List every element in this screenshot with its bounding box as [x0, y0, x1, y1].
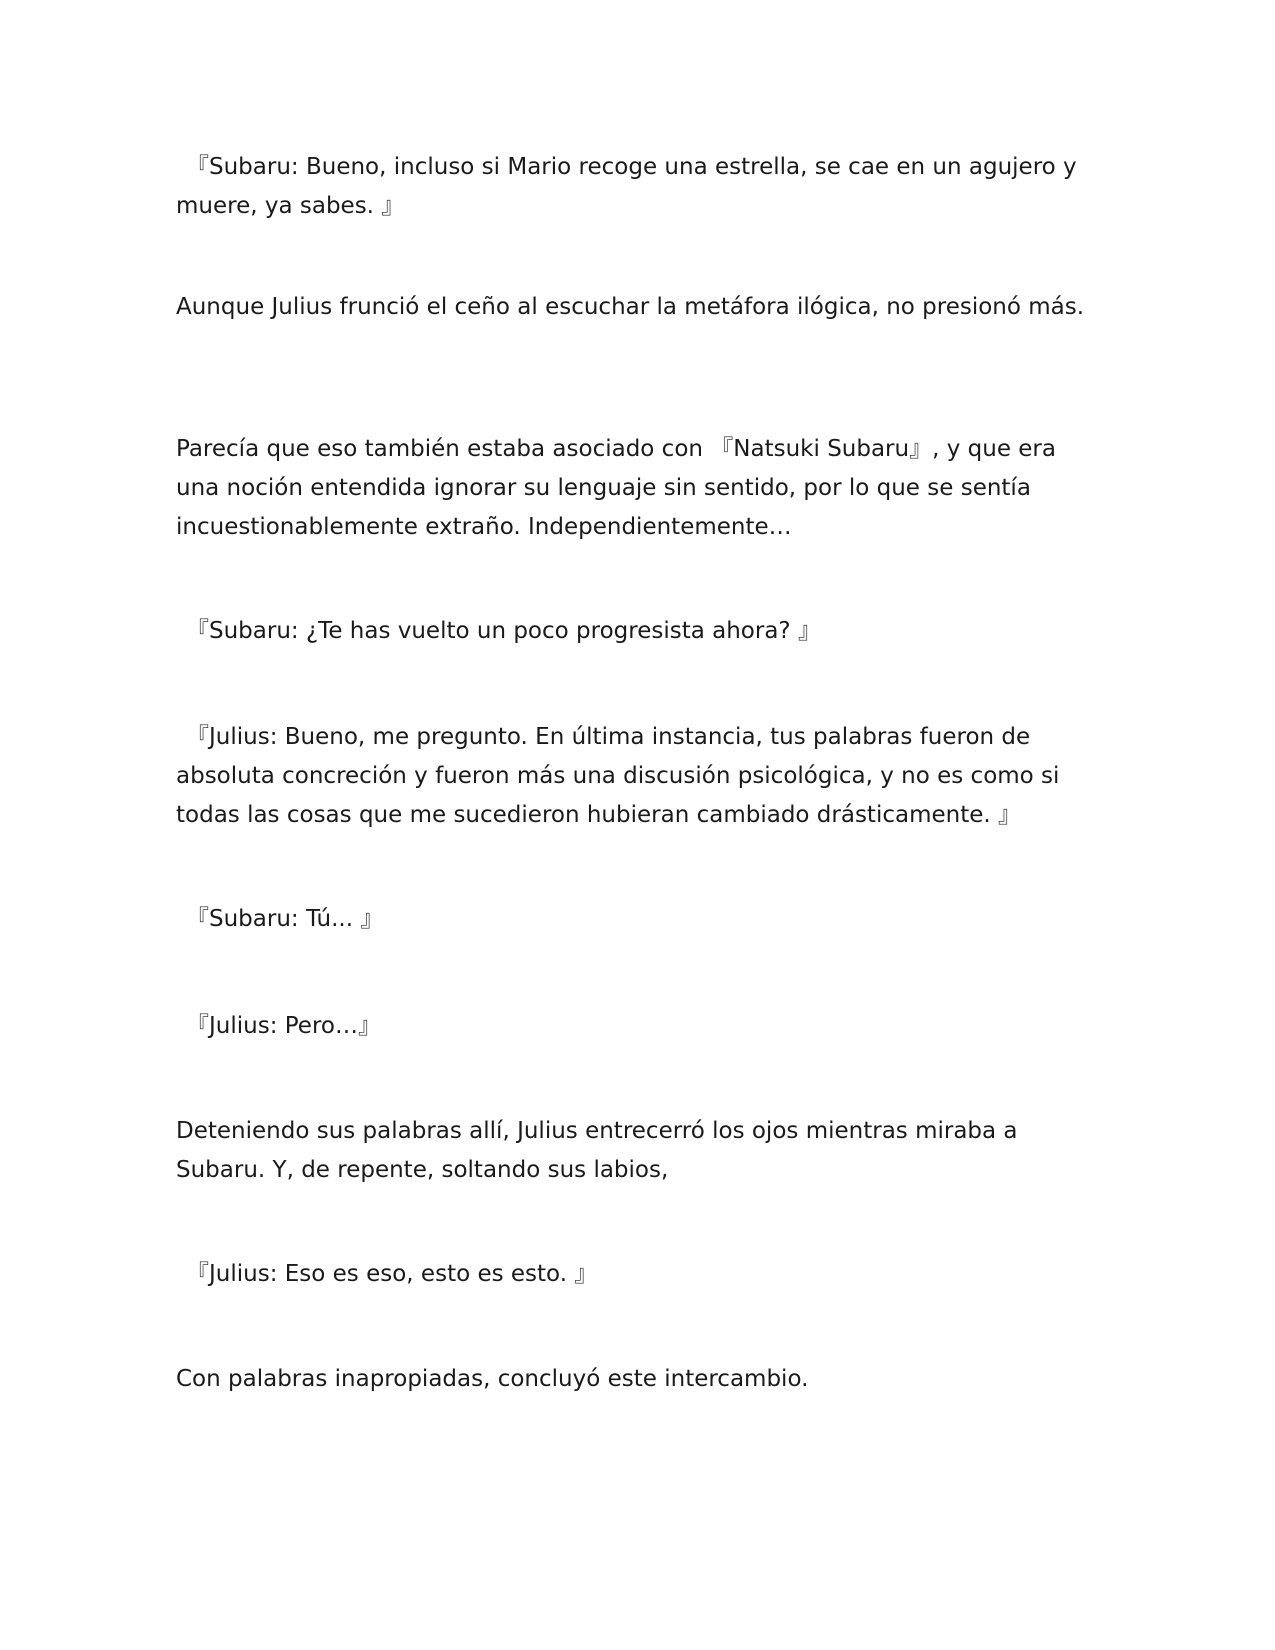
narration-paragraph: Deteniendo sus palabras allí, Julius entrecerró los ojos mientras miraba a Subaru. Y, de repente, soltando sus labios,	[176, 1118, 1018, 1183]
narration-paragraph: Aunque Julius frunció el ceño al escuchar la metáfora ilógica, no presionó más.	[176, 294, 1085, 320]
dialogue-paragraph: 『Julius: Pero…』	[186, 1013, 381, 1039]
narration-paragraph: Parecía que eso también estaba asociado con 『Natsuki Subaru』, y que era una noción entendida ignorar su lenguaje sin sentido, por lo que se sentía incuestionablemente extraño. Independientemente…	[176, 436, 1056, 540]
dialogue-paragraph: 『Subaru: ¿Te has vuelto un poco progresista ahora? 』	[186, 618, 821, 644]
dialogue-paragraph: 『Julius: Eso es eso, esto es esto. 』	[186, 1261, 598, 1287]
dialogue-paragraph: 『Subaru: Tú... 』	[186, 906, 384, 932]
narration-paragraph: Con palabras inapropiadas, concluyó este intercambio.	[176, 1366, 809, 1392]
dialogue-paragraph: 『Julius: Bueno, me pregunto. En última instancia, tus palabras fueron de absoluta concreción y fueron más una discusión psicológica, y no es como si todas las cosas que me sucedieron hubieran cambiado drásticamente. 』	[176, 724, 1060, 828]
dialogue-paragraph: 『Subaru: Bueno, incluso si Mario recoge una estrella, se cae en un agujero y muere, ya sabes. 』	[176, 154, 1077, 219]
